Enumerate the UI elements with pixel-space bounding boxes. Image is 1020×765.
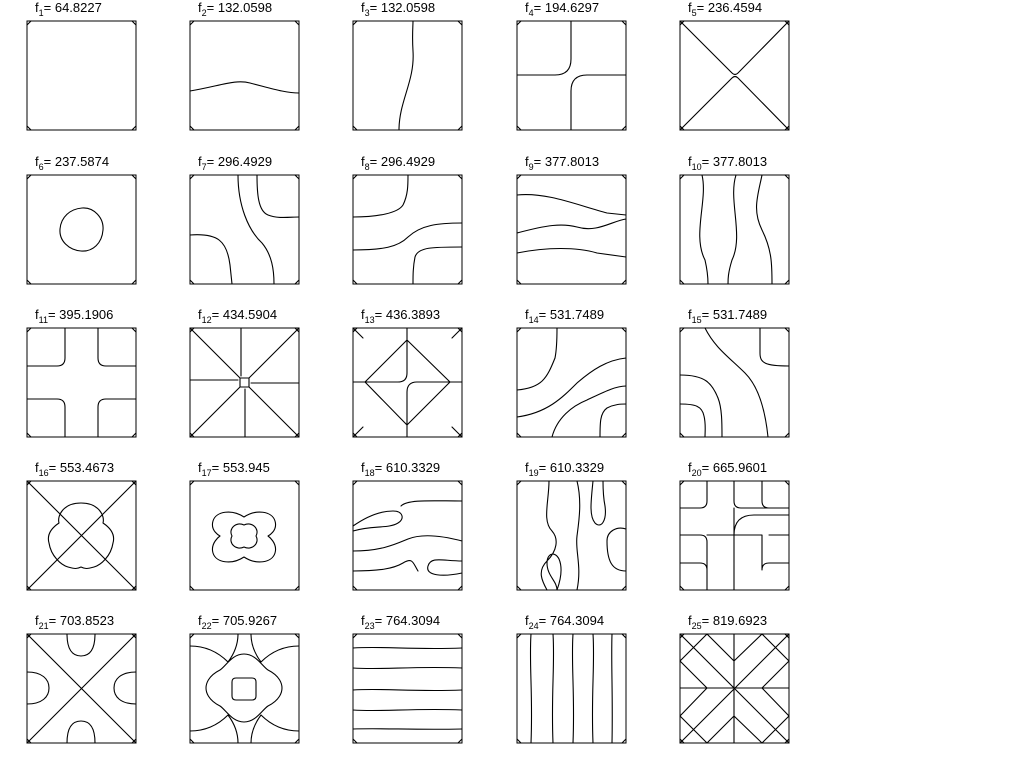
frequency-value: = 553.4673 <box>48 460 115 475</box>
plate-boundary <box>680 328 789 437</box>
label-prefix: f <box>35 460 39 475</box>
mode-frequency-label <box>525 460 604 478</box>
label-prefix: f <box>688 0 692 15</box>
mode-frequency-label <box>198 154 272 172</box>
plate-boundary <box>190 175 299 284</box>
mode-panel-8 <box>353 154 462 284</box>
mode-index: 15 <box>691 315 702 325</box>
corner-ticks <box>353 21 462 130</box>
corner-ticks <box>517 328 626 437</box>
label-prefix: f <box>525 460 529 475</box>
mode-index: 7 <box>201 162 207 172</box>
mode-index: 5 <box>691 8 697 18</box>
label-prefix: f <box>361 154 365 169</box>
frequency-value: = 296.4929 <box>206 154 273 169</box>
plate-boundary <box>27 328 136 437</box>
nodal-lines <box>27 481 136 590</box>
label-prefix: f <box>361 613 365 628</box>
mode-index: 24 <box>528 621 539 631</box>
mode-frequency-label <box>688 460 767 478</box>
nodal-lines <box>517 21 626 130</box>
nodal-lines <box>27 634 136 743</box>
mode-panel-23 <box>353 613 462 743</box>
mode-panel-5 <box>680 0 789 130</box>
mode-index: 11 <box>38 315 48 325</box>
mode-frequency-label <box>198 0 272 18</box>
nodal-lines <box>399 21 413 130</box>
mode-frequency-label <box>525 613 604 631</box>
frequency-value: = 237.5874 <box>43 154 110 169</box>
mode-panel-7 <box>190 154 299 284</box>
mode-panel-24 <box>517 613 626 743</box>
label-prefix: f <box>525 307 529 322</box>
mode-index: 18 <box>364 468 375 478</box>
label-prefix: f <box>361 307 365 322</box>
mode-panel-2 <box>190 0 299 130</box>
mode-index: 22 <box>201 621 212 631</box>
nodal-lines <box>60 208 103 251</box>
plate-boundary <box>353 21 462 130</box>
label-prefix: f <box>198 613 202 628</box>
nodal-lines <box>680 328 789 437</box>
mode-panel-17 <box>190 460 299 590</box>
nodal-lines <box>353 501 462 575</box>
frequency-value: = 764.3094 <box>538 613 605 628</box>
nodal-lines <box>212 512 275 562</box>
frequency-value: = 377.8013 <box>701 154 768 169</box>
corner-ticks <box>353 481 462 590</box>
label-prefix: f <box>35 154 39 169</box>
plate-boundary <box>517 481 626 590</box>
label-prefix: f <box>688 154 692 169</box>
frequency-value: = 377.8013 <box>533 154 600 169</box>
corner-ticks <box>680 328 789 437</box>
mode-index: 6 <box>38 162 44 172</box>
nodal-lines <box>190 175 299 284</box>
nodal-lines <box>190 634 299 743</box>
frequency-value: = 64.8227 <box>43 0 102 15</box>
mode-panel-12 <box>190 307 299 437</box>
label-prefix: f <box>198 307 202 322</box>
mode-frequency-label <box>198 460 270 478</box>
frequency-value: = 819.6923 <box>701 613 768 628</box>
mode-index: 2 <box>201 8 207 18</box>
mode-frequency-label <box>525 0 599 18</box>
mode-panel-21 <box>27 613 136 743</box>
mode-panel-13 <box>353 307 462 437</box>
mode-panel-4 <box>517 0 626 130</box>
mode-index: 8 <box>364 162 370 172</box>
mode-index: 16 <box>38 468 49 478</box>
frequency-value: = 434.5904 <box>211 307 278 322</box>
label-prefix: f <box>361 0 365 15</box>
frequency-value: = 194.6297 <box>533 0 600 15</box>
frequency-value: = 296.4929 <box>369 154 436 169</box>
mode-panel-18 <box>353 460 462 590</box>
mode-index: 20 <box>691 468 702 478</box>
corner-ticks <box>190 481 299 590</box>
label-prefix: f <box>35 307 39 322</box>
corner-ticks <box>517 481 626 590</box>
mode-frequency-label <box>688 307 767 325</box>
mode-panel-14 <box>517 307 626 437</box>
nodal-lines <box>190 82 299 93</box>
nodal-lines <box>27 328 136 437</box>
mode-index: 12 <box>201 315 212 325</box>
mode-panel-10 <box>680 154 789 284</box>
frequency-value: = 236.4594 <box>696 0 763 15</box>
mode-index: 10 <box>691 162 702 172</box>
frequency-value: = 665.9601 <box>701 460 768 475</box>
plate-boundary <box>190 481 299 590</box>
mode-index: 3 <box>364 8 370 18</box>
mode-index: 9 <box>528 162 534 172</box>
frequency-value: = 132.0598 <box>206 0 273 15</box>
corner-ticks <box>27 328 136 437</box>
mode-index: 25 <box>691 621 702 631</box>
nodal-lines <box>190 328 299 437</box>
frequency-value: = 531.7489 <box>701 307 768 322</box>
label-prefix: f <box>361 460 365 475</box>
mode-panel-11 <box>27 307 136 437</box>
nodal-lines <box>353 328 462 437</box>
label-prefix: f <box>525 154 529 169</box>
mode-panel-6 <box>27 154 136 284</box>
plate-boundary <box>680 175 789 284</box>
mode-frequency-label <box>361 0 435 18</box>
plate-boundary <box>353 481 462 590</box>
frequency-value: = 436.3893 <box>374 307 441 322</box>
mode-frequency-label <box>361 613 440 631</box>
mode-index: 19 <box>528 468 539 478</box>
mode-panel-20 <box>680 460 789 590</box>
nodal-lines <box>680 481 789 590</box>
nodal-lines <box>700 175 772 284</box>
mode-frequency-label <box>688 613 767 631</box>
nodal-lines <box>353 647 462 729</box>
mode-index: 23 <box>364 621 375 631</box>
plate-boundary <box>190 21 299 130</box>
mode-panel-15 <box>680 307 789 437</box>
frequency-value: = 705.9267 <box>211 613 278 628</box>
mode-frequency-label <box>525 307 604 325</box>
mode-index: 13 <box>364 315 375 325</box>
mode-frequency-label <box>361 307 440 325</box>
label-prefix: f <box>525 613 529 628</box>
mode-panel-19 <box>517 460 626 590</box>
mode-index: 17 <box>201 468 212 478</box>
plate-boundary <box>517 328 626 437</box>
label-prefix: f <box>198 0 202 15</box>
mode-frequency-label <box>688 0 762 18</box>
label-prefix: f <box>35 613 39 628</box>
plate-boundary <box>517 634 626 743</box>
plate-boundary <box>353 634 462 743</box>
mode-frequency-label <box>361 154 435 172</box>
nodal-lines <box>353 175 462 284</box>
frequency-value: = 132.0598 <box>369 0 436 15</box>
corner-ticks <box>190 21 299 130</box>
label-prefix: f <box>688 460 692 475</box>
frequency-value: = 703.8523 <box>48 613 115 628</box>
label-prefix: f <box>198 154 202 169</box>
mode-panel-16 <box>27 460 136 590</box>
mode-frequency-label <box>198 307 277 325</box>
nodal-lines <box>530 634 612 743</box>
mode-frequency-label <box>35 0 102 18</box>
mode-panel-1 <box>27 0 136 130</box>
mode-frequency-label <box>525 154 599 172</box>
mode-index: 14 <box>528 315 539 325</box>
nodal-lines <box>680 634 789 743</box>
plate-boundary <box>27 21 136 130</box>
frequency-value: = 531.7489 <box>538 307 605 322</box>
nodal-lines <box>680 21 789 130</box>
label-prefix: f <box>688 307 692 322</box>
corner-ticks <box>190 175 299 284</box>
mode-frequency-label <box>198 613 277 631</box>
plate-boundary <box>27 175 136 284</box>
corner-ticks <box>517 634 626 743</box>
label-prefix: f <box>35 0 39 15</box>
label-prefix: f <box>198 460 202 475</box>
mode-frequency-label <box>361 460 440 478</box>
nodal-lines <box>517 195 626 257</box>
label-prefix: f <box>688 613 692 628</box>
mode-panel-9 <box>517 154 626 284</box>
frequency-value: = 610.3329 <box>538 460 605 475</box>
frequency-value: = 395.1906 <box>47 307 114 322</box>
mode-panel-3 <box>353 0 462 130</box>
mode-panel-25 <box>680 613 789 743</box>
mode-panel-22 <box>190 613 299 743</box>
frequency-value: = 764.3094 <box>374 613 441 628</box>
mode-frequency-label <box>35 307 113 325</box>
corner-ticks <box>353 634 462 743</box>
mode-frequency-label <box>35 613 114 631</box>
corner-ticks <box>680 175 789 284</box>
corner-ticks <box>27 175 136 284</box>
nodal-lines <box>517 328 626 437</box>
mode-frequency-label <box>688 154 767 172</box>
mode-frequency-label <box>35 460 114 478</box>
corner-ticks <box>27 21 136 130</box>
nodal-lines <box>541 481 626 590</box>
mode-index: 4 <box>528 8 534 18</box>
label-prefix: f <box>525 0 529 15</box>
frequency-value: = 553.945 <box>211 460 270 475</box>
frequency-value: = 610.3329 <box>374 460 441 475</box>
mode-index: 1 <box>38 8 44 18</box>
mode-frequency-label <box>35 154 109 172</box>
mode-index: 21 <box>38 621 49 631</box>
